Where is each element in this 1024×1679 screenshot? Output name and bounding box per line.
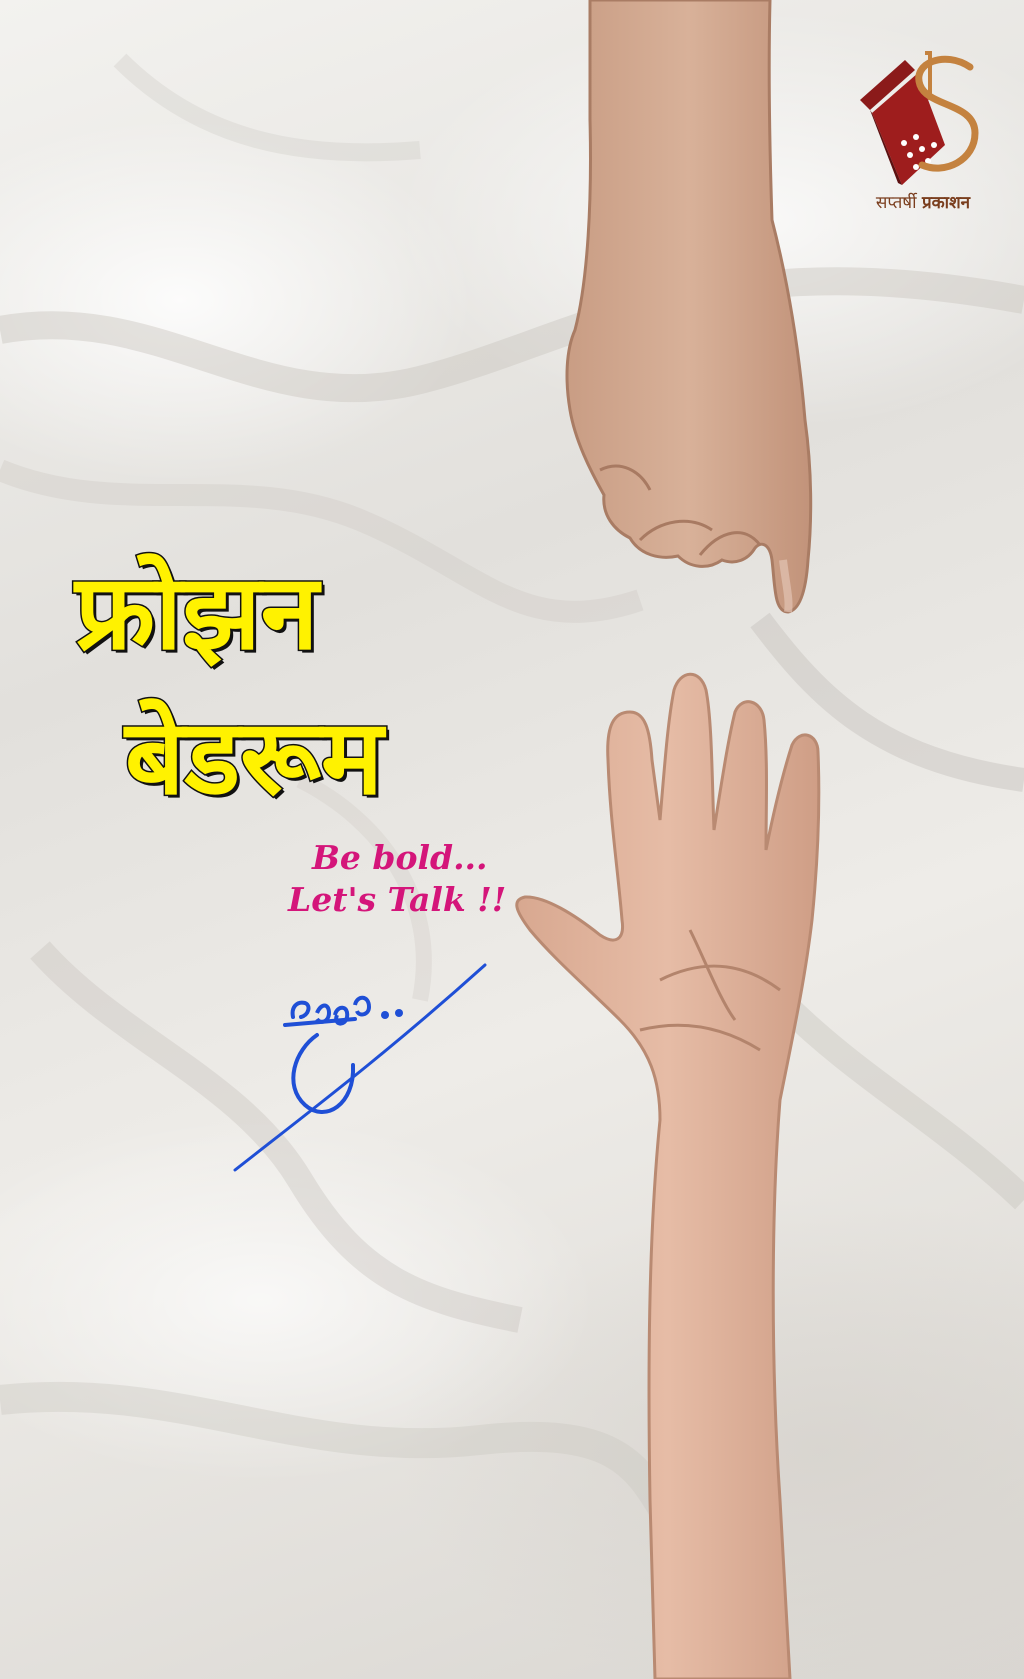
tagline-line-2: Let's Talk !! (288, 880, 507, 919)
publisher-name-part-2: प्रकाशन (921, 193, 971, 213)
book-s-logo-icon (850, 45, 995, 195)
publisher-name-part-1: सप्तर्षी (875, 193, 917, 213)
book-title-line-1: फ्रोझन (75, 551, 319, 673)
author-signature (225, 955, 495, 1185)
book-title-line-2: बेडरूम (125, 696, 384, 818)
tagline-line-1: Be bold... (312, 838, 488, 877)
publisher-name (838, 190, 1008, 213)
signature-mark (225, 955, 495, 1185)
